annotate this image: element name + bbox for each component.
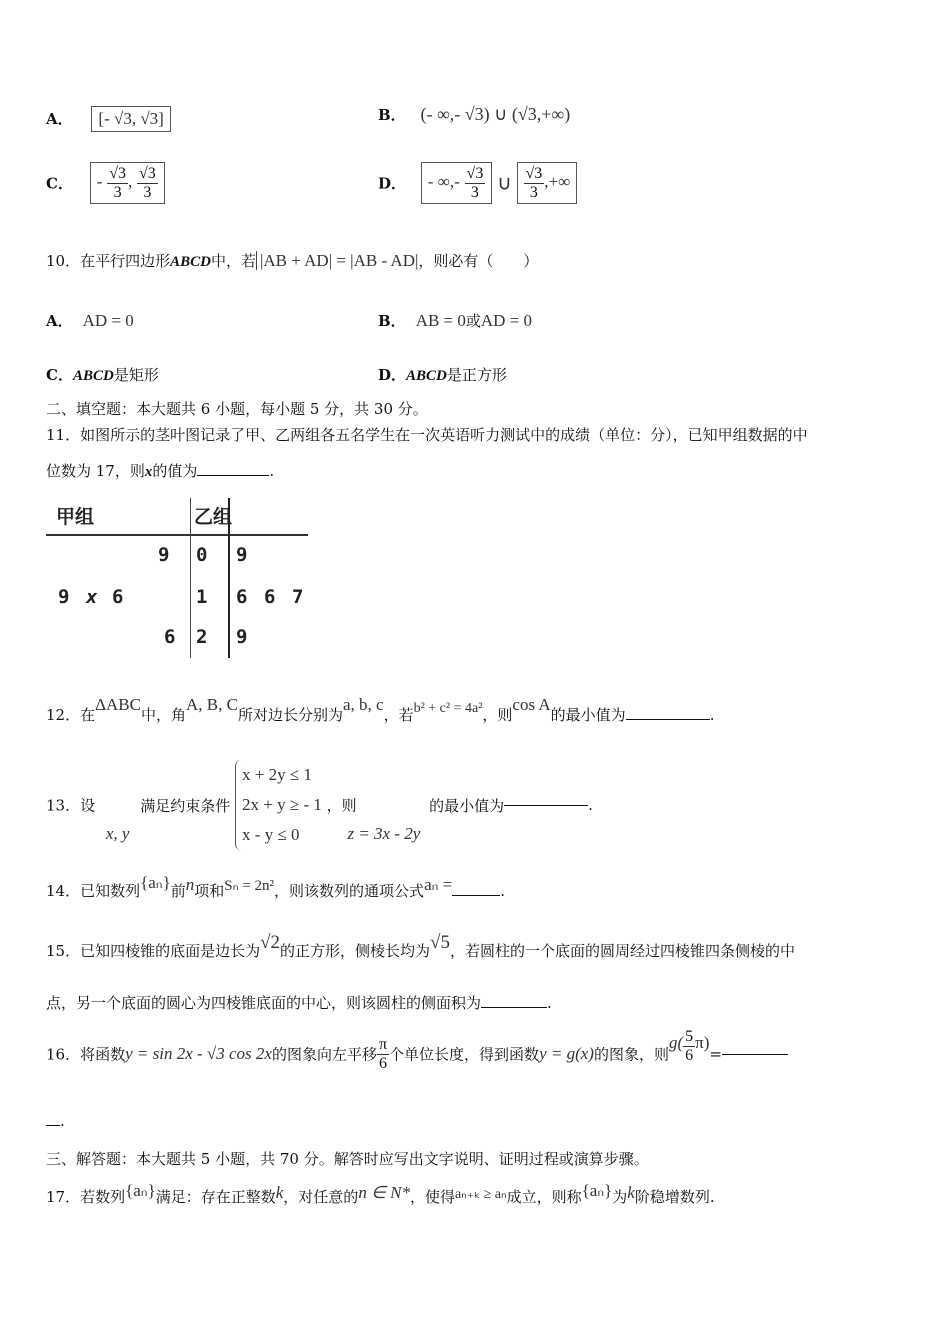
fraction: $\frac{√3}{3}$ — [109, 165, 126, 201]
right-group-header: 乙组 — [194, 506, 233, 528]
fraction: $\frac{√3}{3}$ — [139, 165, 156, 201]
header-divider — [46, 534, 308, 536]
math-interval: (- ∞,- √3) ∪ (√3,+∞) — [420, 104, 571, 124]
option-label: C． — [46, 174, 73, 193]
fraction: $\frac{√3}{3}$ — [525, 165, 543, 201]
q10-option-a: A． AD = 0 — [46, 311, 134, 330]
q9-option-a — [46, 106, 171, 132]
q11-line1: 11．如图所示的茎叶图记录了甲、乙两组各五名学生在一次英语听力测试中的成绩（单位：分），已知甲组数据的中 — [46, 426, 808, 444]
answer-blank[interactable] — [452, 895, 500, 896]
leaf: 9 — [236, 626, 248, 648]
math-expression: AD = 0 — [82, 311, 134, 330]
vector-condition: |AB + AD| = |AB - AD| — [256, 251, 418, 270]
stem-divider-right — [228, 498, 230, 658]
answer-blank[interactable] — [626, 719, 710, 720]
q16-blank-continuation: . — [46, 1112, 65, 1130]
leaf: 9 — [58, 586, 70, 608]
option-label: D． — [378, 174, 407, 193]
stem-leaf-plot — [46, 498, 308, 663]
fraction: $\frac{√3}{3}$ — [466, 165, 484, 201]
q15-line2: 点，另一个底面的圆心为四棱锥底面的中心，则该圆柱的侧面积为 . — [46, 994, 552, 1012]
q13: 13．设 x, y 满足约束条件 x + 2y ≤ 1 2x + y ≥ - 1 x - y ≤ 0 ，则 z = 3x - 2y 的最小值为 . — [46, 760, 593, 850]
answer-blank[interactable] — [197, 475, 269, 476]
q12: 12．在ΔABC中，角A, B, C所对边长分别为a, b, c，若b² + c² = 4a²，则cos A的最小值为 . — [46, 695, 715, 724]
leaf: 6 — [236, 586, 248, 608]
q17: 17．若数列{aₙ}满足：存在正整数k，对任意的n ∈ N*，使得aₙ₊ₖ ≥ aₙ成立，则称{aₙ}为k阶稳增数列. — [46, 1181, 715, 1206]
stem: 0 — [196, 544, 208, 566]
minus-sign: - — [96, 172, 103, 192]
q9-option-d — [378, 162, 577, 204]
fraction: $\frac{\pi}{6}$ — [378, 1036, 388, 1072]
leaf-unknown-x: x — [86, 586, 98, 608]
leaf: 6 — [164, 626, 176, 648]
answer-blank-cont[interactable] — [46, 1125, 60, 1126]
q15-line1: 15．已知四棱锥的底面是边长为√2的正方形，侧棱长均为√5，若圆柱的一个底面的圆周经过四棱锥四条侧棱的中 — [46, 932, 795, 960]
section-heading: 三、解答题：本大题共 5 小题，共 70 分。解答时应写出文字说明、证明过程或演算步骤。 — [46, 1150, 649, 1168]
section-heading: 二、填空题：本大题共 6 小题，每小题 5 分，共 30 分。 — [46, 400, 428, 418]
math-interval: [- √3, √3] — [91, 106, 170, 132]
stem: 2 — [196, 626, 208, 648]
math-interval: - ∞,- $\frac{√3}{3}$ — [421, 162, 493, 204]
q10-option-c: C．ABCD是矩形 — [46, 366, 159, 384]
union-sign: ∪ — [497, 172, 512, 195]
leaf: 9 — [236, 544, 248, 566]
leaf: 6 — [264, 586, 276, 608]
answer-blank[interactable] — [481, 1007, 547, 1008]
q10-option-b: B． AB = 0或AD = 0 — [378, 311, 533, 330]
option-label: A． — [46, 110, 73, 128]
constraint-system: x + 2y ≤ 1 2x + y ≥ - 1 x - y ≤ 0 — [235, 760, 322, 850]
q14: 14．已知数列{aₙ}前n项和Sₙ = 2n²，则该数列的通项公式aₙ = . — [46, 873, 505, 900]
q10-stem: 10．在平行四边形ABCD中，若 |AB + AD| = |AB - AD|，则必有（ ） — [46, 251, 539, 270]
q9-option-b — [378, 104, 570, 125]
answer-blank[interactable] — [504, 805, 588, 806]
leaf: 7 — [292, 586, 304, 608]
q11-line2: 位数为 17，则x的值为 . — [46, 462, 275, 480]
answer-blank[interactable] — [722, 1054, 788, 1055]
math-interval: $\frac{√3}{3}$ ,+∞ — [517, 162, 578, 204]
q16: 16．将函数y = sin 2x - √3 cos 2x的图象向左平移 $\frac{\pi}{6}$ 个单位长度，得到函数y = g(x)的图象，则g( $\frac{5}{6}$ π)= — [46, 1036, 788, 1072]
q10-option-d: D．ABCD是正方形 — [378, 366, 507, 384]
leaf: 6 — [112, 586, 124, 608]
stem: 1 — [196, 586, 208, 608]
math-interval: - $\frac{√3}{3}$ , $\frac{√3}{3}$ — [90, 162, 165, 204]
option-label: B． — [378, 106, 406, 124]
fraction: $\frac{5}{6}$ — [685, 1028, 694, 1064]
left-group-header: 甲组 — [56, 506, 95, 528]
leaf: 9 — [158, 544, 170, 566]
parallelogram-name: ABCD — [170, 254, 211, 270]
stem-divider-left — [190, 498, 191, 658]
q9-option-c — [46, 162, 165, 204]
